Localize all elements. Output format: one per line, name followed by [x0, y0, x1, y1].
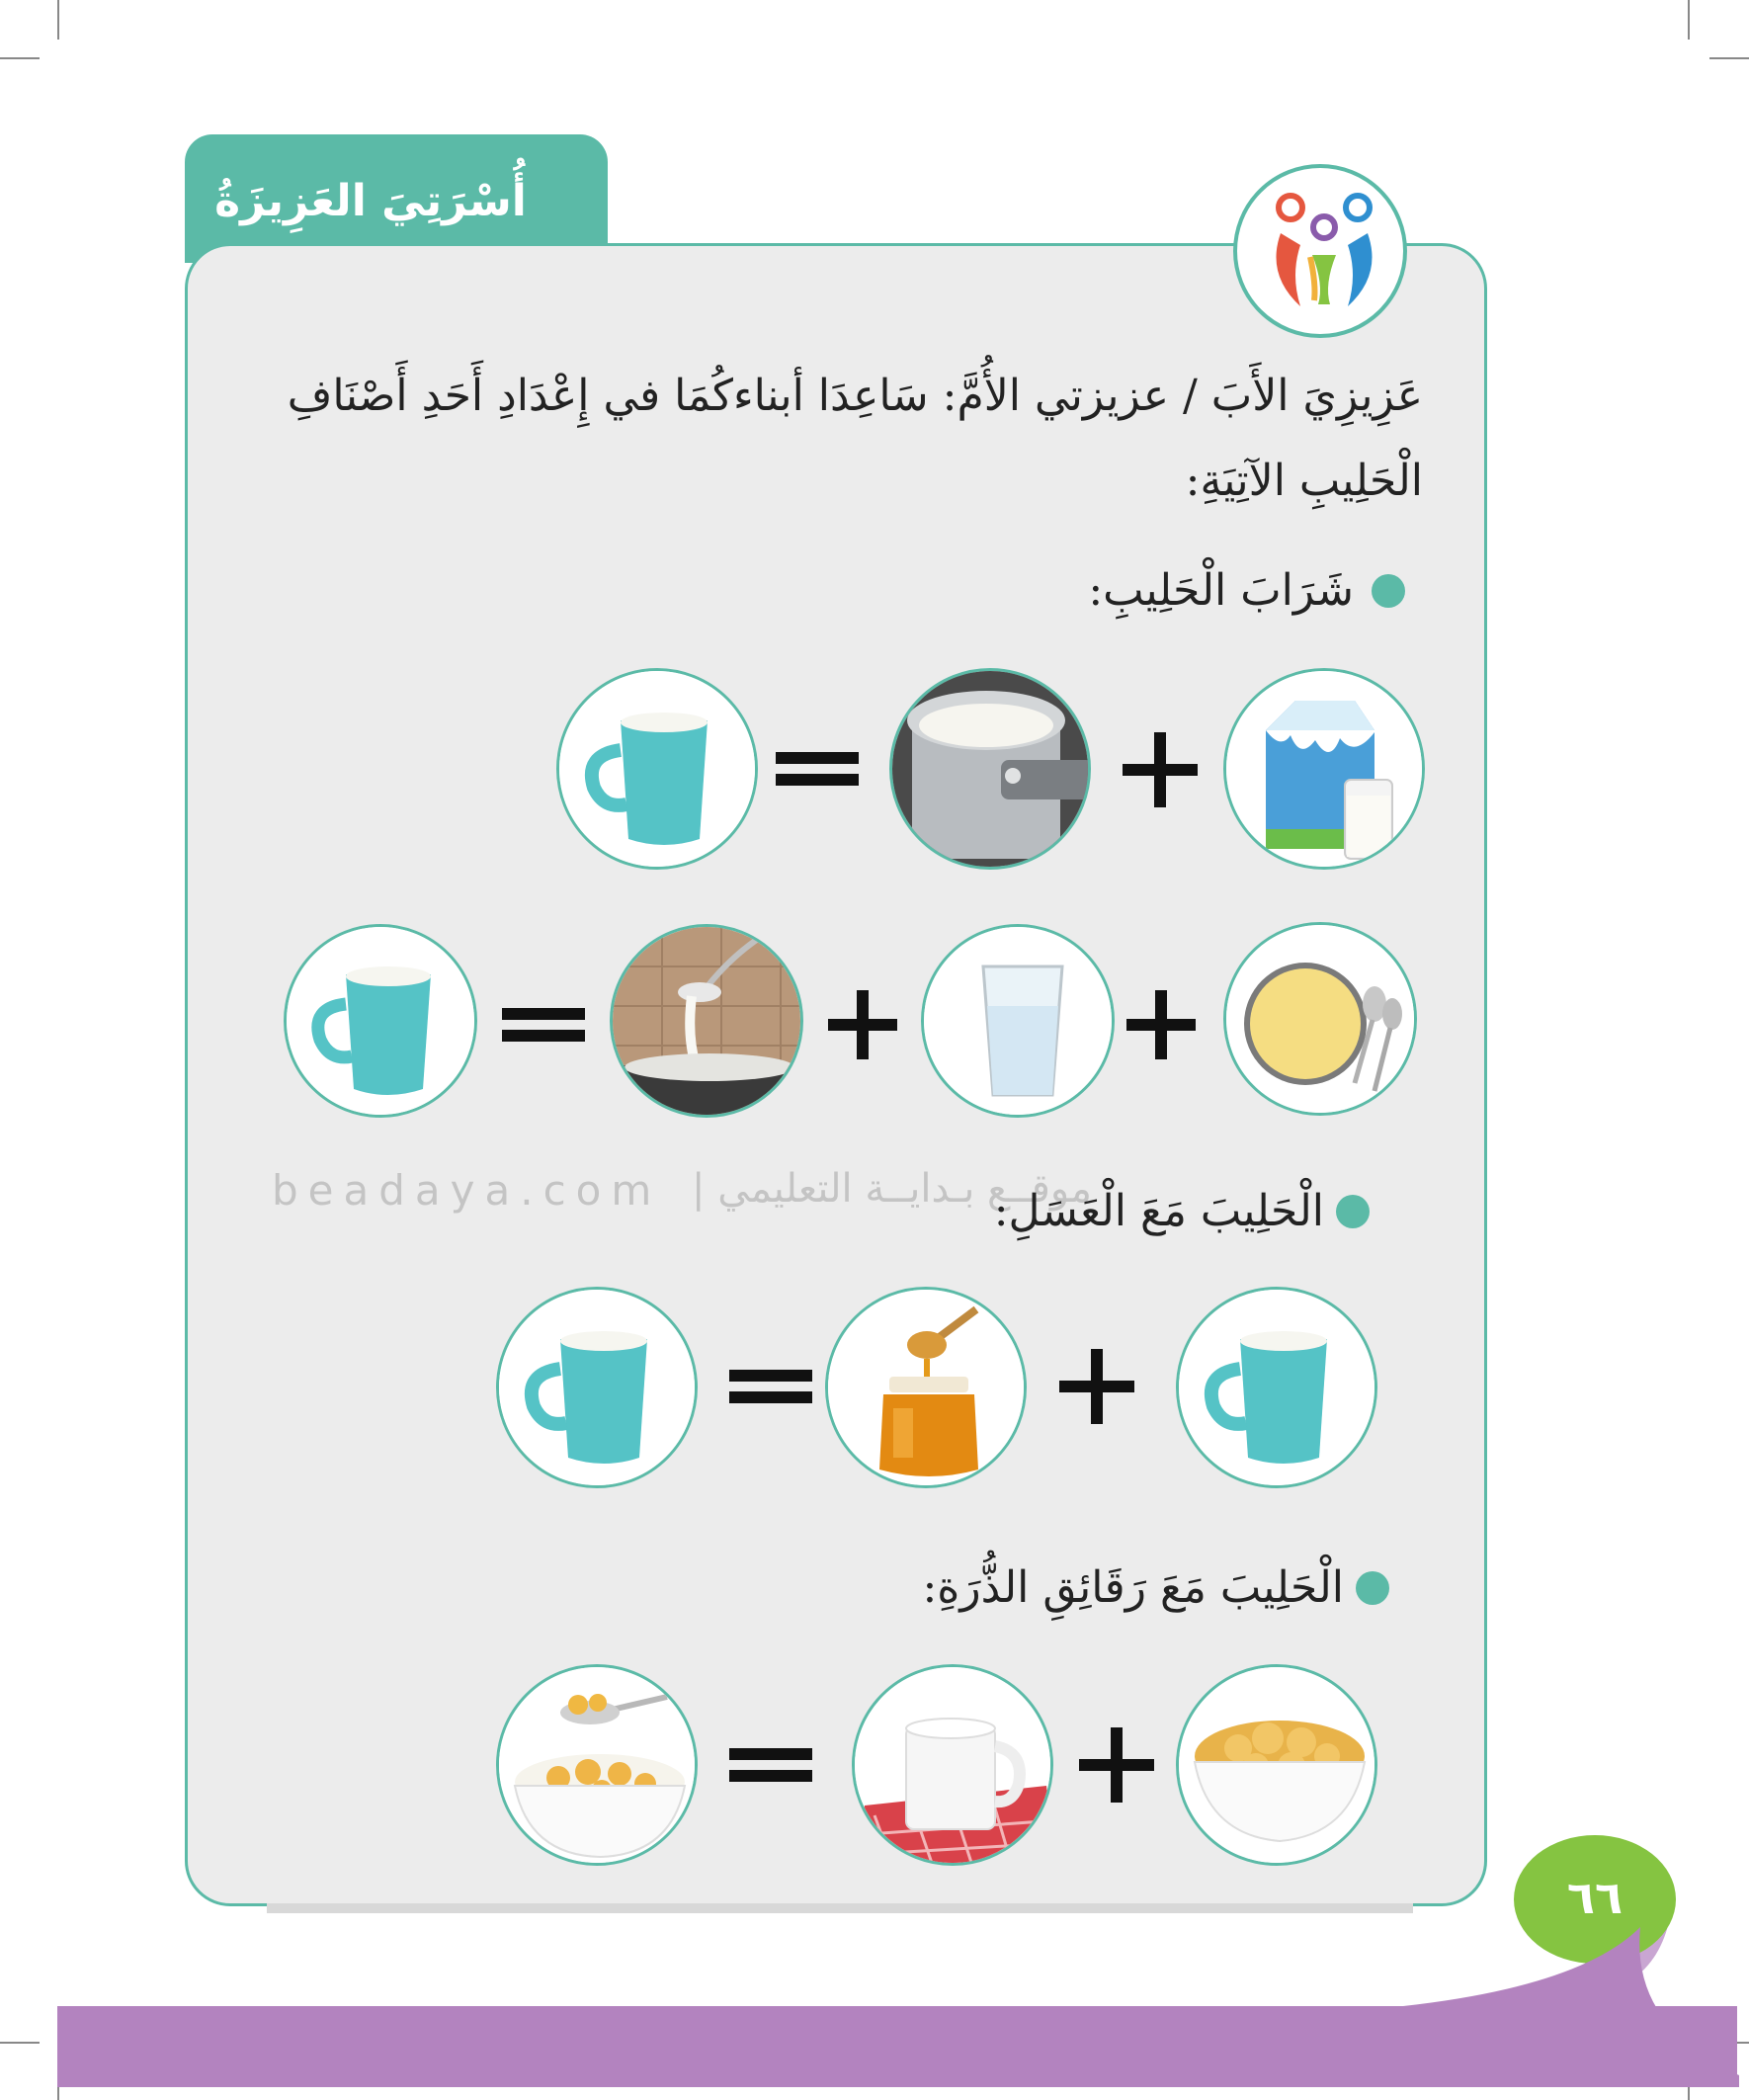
cornflakes-bowl-icon — [1179, 1667, 1377, 1866]
honey-jar-icon — [828, 1290, 1027, 1488]
circle-powdered-milk — [1223, 922, 1417, 1116]
cooking-pot-icon — [613, 927, 803, 1118]
circle-milk-mug — [496, 1287, 698, 1488]
cereal-with-milk-icon — [499, 1667, 698, 1866]
milk-cup-icon — [855, 1667, 1053, 1866]
equals-sign — [502, 994, 585, 1055]
circle-water-glass — [921, 924, 1115, 1118]
milk-mug-icon — [559, 671, 758, 870]
intro-text — [237, 354, 1423, 524]
plus-sign — [1079, 1727, 1154, 1803]
circle-boiling-pot — [889, 668, 1091, 870]
equals-sign — [729, 1356, 812, 1417]
intro-line-1: عَزِيزِيَ الأَبَ / عزيزتي الأُمَّ: سَاعِدَا أبناءكُمَا في إِعْدَادِ أَحَدِ أَصْنَافِ — [287, 371, 1423, 421]
equals-sign — [776, 738, 859, 799]
family-icon — [1261, 186, 1387, 324]
circle-milk-mug — [1176, 1287, 1377, 1488]
crop-mark — [1709, 57, 1749, 59]
crop-mark — [57, 0, 59, 40]
plus-sign — [1059, 1349, 1134, 1424]
bullet — [1372, 574, 1405, 608]
milk-mug-icon — [1179, 1290, 1377, 1488]
page-number: ٦٦ — [1566, 1871, 1624, 1924]
watermark-url: beadaya.com — [272, 1166, 662, 1215]
milk-carton-icon — [1226, 671, 1425, 870]
circle-cornflakes-bowl — [1176, 1664, 1377, 1866]
footer-bar — [57, 2006, 1737, 2087]
card-shadow — [267, 1903, 1413, 1913]
intro-line-2: الْحَلِيبِ الآتِيَةِ: — [1185, 456, 1423, 506]
circle-milk-carton — [1223, 668, 1425, 870]
page-title: أُسْرَتِيَ العَزِيزَةُ — [214, 176, 527, 226]
circle-honey-jar — [825, 1287, 1027, 1488]
equals-sign — [729, 1734, 812, 1796]
circle-milk-mug — [556, 668, 758, 870]
powdered-milk-icon — [1226, 925, 1417, 1116]
section-title-milk-honey: الْحَلِيبَ مَعَ الْعَسَلِ: — [993, 1186, 1324, 1236]
bullet — [1356, 1571, 1389, 1605]
milk-mug-icon — [499, 1290, 698, 1488]
circle-milk-cup — [852, 1664, 1053, 1866]
bullet — [1336, 1195, 1370, 1228]
circle-cooking-pot — [610, 924, 803, 1118]
plus-sign — [1126, 990, 1196, 1059]
crop-mark — [1688, 0, 1690, 40]
section-title-milk-cornflakes: الْحَلِيبَ مَعَ رَقَائِقِ الذُّرَةِ: — [922, 1562, 1344, 1613]
plus-sign — [828, 990, 897, 1059]
section-title-milk-drink: شَرَابَ الْحَلِيبِ: — [1088, 565, 1354, 616]
crop-mark — [0, 57, 40, 59]
watermark-arabic: موقــع بـدايــة التعليمي | — [692, 1166, 1092, 1212]
circle-milk-mug — [284, 924, 477, 1118]
boiling-pot-icon — [892, 671, 1091, 870]
milk-mug-icon — [287, 927, 477, 1118]
circle-cereal-with-milk — [496, 1664, 698, 1866]
family-logo — [1233, 164, 1407, 338]
water-glass-icon — [924, 927, 1115, 1118]
crop-mark — [0, 2042, 40, 2044]
plus-sign — [1123, 732, 1198, 807]
